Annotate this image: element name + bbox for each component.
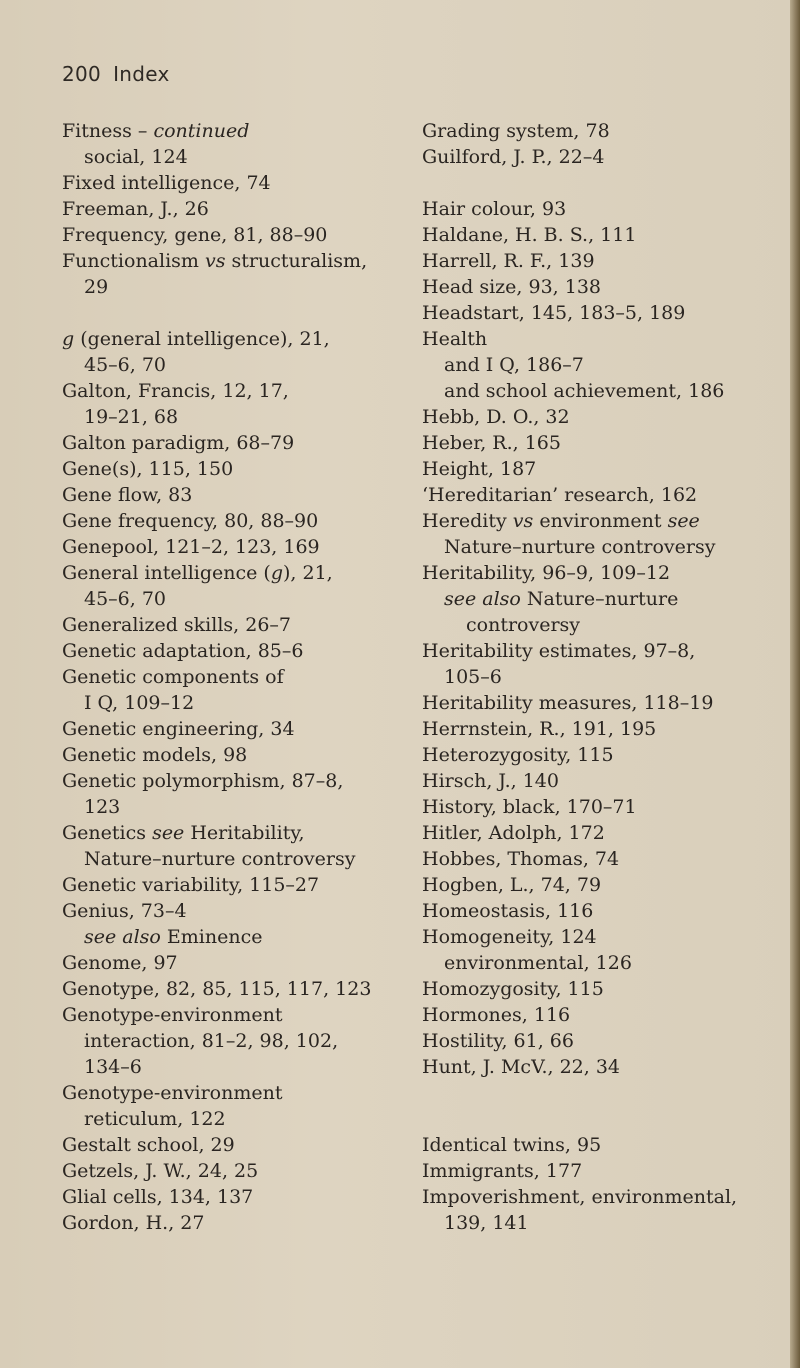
index-entry-continuation: I Q, 109–12 [84,692,195,714]
index-entry: Guilford, J. P., 22–4 [422,146,605,168]
index-entry: Headstart, 145, 183–5, 189 [422,302,686,324]
section-gap [62,300,382,326]
index-entry-continuation: 139, 141 [444,1212,529,1234]
vs-label: vs [204,250,226,272]
index-entry: Health [422,328,488,350]
index-entry: Homozygosity, 115 [422,978,604,1000]
see-also-label: see also [444,588,521,610]
section-gap [422,1106,772,1132]
index-entry: Immigrants, 177 [422,1160,583,1182]
index-entry-continuation: Nature–nurture controversy [84,848,356,870]
entry-text: Genetics [62,822,147,844]
index-entry: Gestalt school, 29 [62,1134,235,1156]
index-entry: Harrell, R. F., 139 [422,250,595,272]
entry-text: ), 21, [283,562,333,584]
index-subentry [62,924,382,950]
index-entry: Gene frequency, 80, 88–90 [62,510,319,532]
index-subentry: and I Q, 186–7 [444,354,584,376]
index-entry: Frequency, gene, 81, 88–90 [62,224,328,246]
index-entry: Gene(s), 115, 150 [62,458,234,480]
index-entry: Hunt, J. McV., 22, 34 [422,1056,621,1078]
italic-g: g [270,562,284,584]
index-entry: Heritability, 96–9, 109–12 [422,562,671,584]
index-entry-continuation: interaction, 81–2, 98, 102, [84,1030,339,1052]
index-subentry: social, 124 [84,146,188,168]
index-entry: Heritability estimates, 97–8, [422,640,696,662]
index-entry-continuation: Nature–nurture controversy [444,536,716,558]
index-entry: Heterozygosity, 115 [422,744,614,766]
index-entry: Genotype-environment [62,1004,283,1026]
see-also-label: see also [84,926,161,948]
index-entry: Height, 187 [422,458,537,480]
index-entry: Head size, 93, 138 [422,276,602,298]
entry-text: Heredity [422,510,507,532]
section-gap [422,1080,772,1106]
index-entry: Genius, 73–4 [62,900,187,922]
entry-text: Nature–nurture [526,588,679,610]
index-entry [422,508,772,534]
index-entry: Haldane, H. B. S., 111 [422,224,637,246]
index-entry: ‘Hereditarian’ research, 162 [422,484,698,506]
entry-text: Functionalism [62,250,199,272]
index-entry: Galton, Francis, 12, 17, [62,380,289,402]
continued-label: continued [153,120,250,142]
index-entry: Getzels, J. W., 24, 25 [62,1160,259,1182]
index-entry: Hair colour, 93 [422,198,567,220]
index-entry: Generalized skills, 26–7 [62,614,292,636]
index-entry: Hogben, L., 74, 79 [422,874,602,896]
index-entry: Homogeneity, 124 [422,926,597,948]
entry-text: Heritability, [190,822,305,844]
index-entry: Hobbes, Thomas, 74 [422,848,620,870]
index-entry: Galton paradigm, 68–79 [62,432,295,454]
index-entry-continuation: controversy [466,614,581,636]
index-entry: Gordon, H., 27 [62,1212,205,1234]
index-entry: Genotype-environment [62,1082,283,1104]
entry-heading: Fitness – [62,120,148,142]
index-entry: Genetic engineering, 34 [62,718,295,740]
entry-text: environment [539,510,662,532]
index-entry-continuation: 134–6 [84,1056,142,1078]
page-number: 200 [62,62,102,86]
section-title: Index [113,62,170,86]
index-entry: Genetic components of [62,666,284,688]
index-entry: Hirsch, J., 140 [422,770,559,792]
index-entry: Genetic variability, 115–27 [62,874,320,896]
index-entry: Hitler, Adolph, 172 [422,822,605,844]
index-entry [62,248,382,274]
index-entry: Grading system, 78 [422,120,610,142]
section-gap [422,170,772,196]
index-entry-continuation: 29 [84,276,109,298]
see-label: see [667,510,700,532]
index-entry: History, black, 170–71 [422,796,637,818]
index-entry: Homeostasis, 116 [422,900,594,922]
index-entry: Genome, 97 [62,952,178,974]
index-entry-continuation: reticulum, 122 [84,1108,226,1130]
index-entry [62,326,382,352]
index-entry [62,820,382,846]
page-header [62,62,170,86]
index-entry: Hostility, 61, 66 [422,1030,574,1052]
index-subentry: and school achievement, 186 [444,380,725,402]
index-entry: Glial cells, 134, 137 [62,1186,254,1208]
index-column-left [62,118,382,1236]
index-entry: Hormones, 116 [422,1004,571,1026]
index-entry: Genotype, 82, 85, 115, 117, 123 [62,978,372,1000]
index-entry: Impoverishment, environmental, [422,1186,738,1208]
entry-text: Eminence [166,926,263,948]
index-entry: Genetic adaptation, 85–6 [62,640,304,662]
index-entry: Herrnstein, R., 191, 195 [422,718,657,740]
index-column-right [422,118,772,1236]
index-subentry: environmental, 126 [444,952,632,974]
index-entry-continuation: 19–21, 68 [84,406,179,428]
index-entry-continuation: 123 [84,796,121,818]
index-entry: Genetic models, 98 [62,744,248,766]
index-subentry [422,586,772,612]
index-entry [62,118,382,144]
index-entry: Heritability measures, 118–19 [422,692,714,714]
index-entry: Hebb, D. O., 32 [422,406,570,428]
vs-label: vs [512,510,534,532]
italic-g: g [62,328,75,350]
see-label: see [152,822,185,844]
index-entry: Heber, R., 165 [422,432,561,454]
index-entry-continuation: 45–6, 70 [84,354,167,376]
book-spine-edge [790,0,800,1368]
entry-text: (general intelligence), 21, [80,328,330,350]
index-entry: Freeman, J., 26 [62,198,209,220]
index-entry: Genepool, 121–2, 123, 169 [62,536,320,558]
index-entry-continuation: 105–6 [444,666,502,688]
index-entry: Gene flow, 83 [62,484,193,506]
index-entry-continuation: 45–6, 70 [84,588,167,610]
entry-text: General intelligence ( [62,562,271,584]
index-entry: Genetic polymorphism, 87–8, [62,770,344,792]
index-entry: Fixed intelligence, 74 [62,172,271,194]
index-entry [62,560,382,586]
index-entry: Identical twins, 95 [422,1134,602,1156]
entry-text: structuralism, [231,250,368,272]
